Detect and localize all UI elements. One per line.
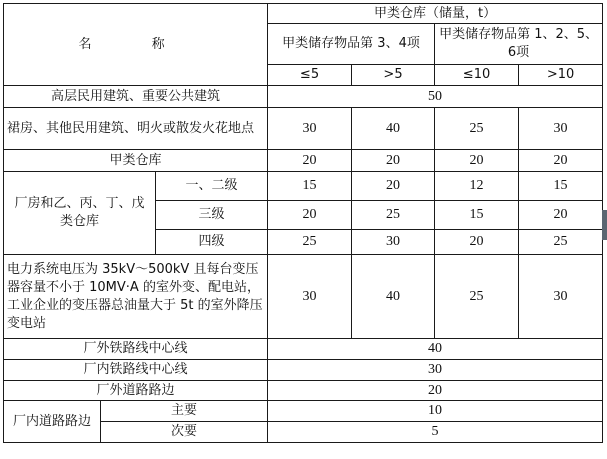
row-label: 高层民用建筑、重要公共建筑 (4, 86, 268, 108)
table-row (4, 150, 603, 172)
row-label: 厂内铁路线中心线 (4, 360, 268, 381)
row-value: 10 (268, 401, 603, 422)
row-value: 15 (519, 172, 603, 201)
group-b-header: 甲类储存物品第 1、2、5、6项 (435, 24, 603, 65)
row-value: 20 (352, 150, 435, 172)
row-value: 20 (352, 172, 435, 201)
row-value: 25 (435, 108, 519, 150)
row-label: 厂房和乙、丙、丁、戊类仓库 (4, 172, 156, 255)
table-row (4, 401, 603, 422)
row-label: 裙房、其他民用建筑、明火或散发火花地点 (4, 108, 268, 150)
grade-label: 四级 (156, 230, 268, 255)
road-type-label: 次要 (101, 422, 268, 443)
row-value: 20 (435, 230, 519, 255)
table-row (4, 172, 603, 201)
table-row (4, 86, 603, 108)
group-a-header: 甲类储存物品第 3、4项 (268, 24, 435, 65)
row-value: 25 (519, 230, 603, 255)
sub-header-gt10: >10 (519, 65, 603, 86)
row-value: 30 (519, 108, 603, 150)
table-row (4, 360, 603, 381)
sub-header-le10: ≤10 (435, 65, 519, 86)
row-value: 5 (268, 422, 603, 443)
row-label: 甲类仓库 (4, 150, 268, 172)
row-value: 40 (352, 255, 435, 339)
row-value: 30 (268, 255, 352, 339)
table-row (4, 339, 603, 360)
row-value: 20 (519, 201, 603, 230)
row-value: 20 (435, 150, 519, 172)
row-value: 15 (435, 201, 519, 230)
row-value: 20 (268, 381, 603, 401)
row-value: 25 (268, 230, 352, 255)
fire-separation-table (3, 3, 603, 443)
warehouse-header: 甲类仓库（储量，t） (268, 4, 603, 24)
sub-header-le5: ≤5 (268, 65, 352, 86)
row-value: 25 (352, 201, 435, 230)
spacing-table-container (3, 3, 603, 443)
row-value: 40 (352, 108, 435, 150)
table-row (4, 108, 603, 150)
row-value: 20 (519, 150, 603, 172)
row-value: 20 (268, 150, 352, 172)
row-value: 30 (352, 230, 435, 255)
sub-header-gt5: >5 (352, 65, 435, 86)
row-value: 30 (268, 108, 352, 150)
grade-label: 一、二级 (156, 172, 268, 201)
row-value: 50 (268, 86, 603, 108)
row-value: 30 (268, 360, 603, 381)
row-label: 厂外铁路线中心线 (4, 339, 268, 360)
row-label: 厂外道路路边 (4, 381, 268, 401)
row-value: 25 (435, 255, 519, 339)
row-value: 15 (268, 172, 352, 201)
table-row (4, 255, 603, 339)
road-type-label: 主要 (101, 401, 268, 422)
row-value: 12 (435, 172, 519, 201)
row-value: 30 (519, 255, 603, 339)
name-header: 名 称 (4, 4, 268, 86)
row-value: 20 (268, 201, 352, 230)
table-row (4, 381, 603, 401)
row-label: 电力系统电压为 35kV～500kV 且每台变压器容量不小于 10MV·A 的室外变、配电站，工业企业的变压器总油量大于 5t 的室外降压变电站 (4, 255, 268, 339)
row-label: 厂内道路路边 (4, 401, 101, 443)
scroll-handle[interactable] (602, 210, 607, 240)
header-row-1 (4, 4, 603, 24)
row-value: 40 (268, 339, 603, 360)
grade-label: 三级 (156, 201, 268, 230)
